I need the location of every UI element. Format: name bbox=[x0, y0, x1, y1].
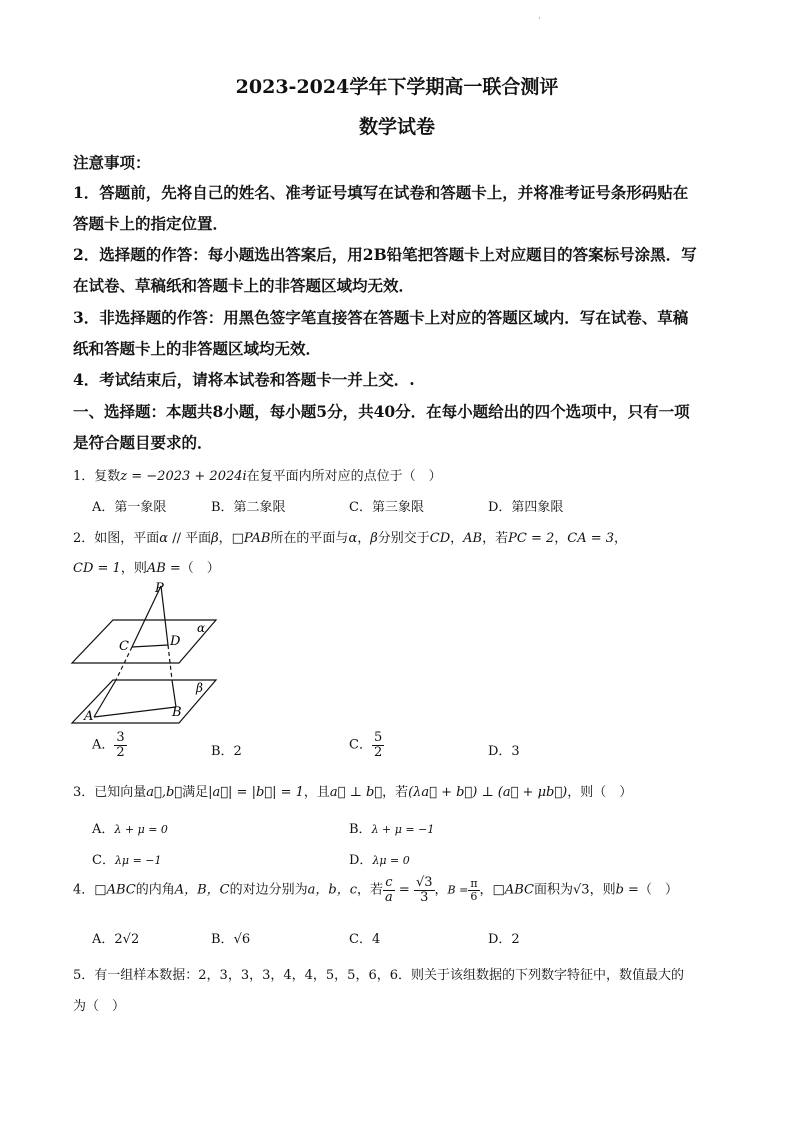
label-d: D bbox=[170, 634, 181, 649]
notice-item-1-line-1: 1．答题前，先将自己的姓名、准考证号填写在试卷和答题卡上，并将准考证号条形码贴在 bbox=[73, 183, 689, 202]
q1-option-b: B．第二象限 bbox=[211, 500, 286, 515]
q2-text-d: 所在的平面与 bbox=[270, 531, 349, 546]
q2-parallel: // bbox=[168, 531, 186, 546]
q4-option-b-text: √6 bbox=[233, 932, 251, 947]
q4-text-5: ，□ bbox=[479, 882, 505, 898]
q1-prefix: 1．复数 bbox=[73, 469, 121, 484]
q3-option-d-label: D． bbox=[349, 853, 373, 868]
label-alpha: α bbox=[197, 621, 206, 635]
q4-ratio-num: c bbox=[383, 876, 395, 891]
notice-item-1-line-2: 答题卡上的指定位置． bbox=[73, 214, 229, 233]
q4-text-7: ，则 bbox=[589, 882, 616, 898]
q2-option-c-den: 2 bbox=[373, 744, 383, 760]
question-5-line-2: 为（ ） bbox=[73, 999, 126, 1014]
q4-sides: a，b，c bbox=[307, 882, 357, 898]
q2-pab: PAB bbox=[243, 531, 271, 546]
label-beta: β bbox=[196, 681, 203, 695]
q4-text-3: ，若 bbox=[356, 882, 383, 898]
q2-beta-2: β bbox=[370, 531, 378, 546]
q2-text-b: 平面 bbox=[185, 531, 212, 546]
q2-option-c-label: C． bbox=[349, 737, 372, 753]
q3-suffix: ，则（ ） bbox=[567, 785, 633, 800]
question-2-line-1 bbox=[73, 527, 627, 546]
q3-text-1: 满足 bbox=[182, 785, 209, 800]
segment-cd bbox=[132, 645, 168, 647]
q4-option-b-label: B． bbox=[211, 932, 234, 947]
q1-suffix: 在复平面内所对应的点位于（ ） bbox=[246, 469, 442, 484]
q3-option-b-label: B． bbox=[349, 822, 372, 837]
q2-option-b: B．2 bbox=[211, 744, 242, 759]
q3-text-3: ，若 bbox=[382, 785, 409, 800]
q4-text-6: 面积为 bbox=[533, 882, 573, 898]
q3-text-2: ，且 bbox=[303, 785, 330, 800]
question-5-line-1: 5．有一组样本数据：2，3，3，3，4，4，5，5，6，6．则关于该组数据的下列数字特征中，数值最大的 bbox=[73, 968, 684, 983]
exam-subtitle: 数学试卷 bbox=[358, 116, 435, 138]
q2-ca: CA = 3 bbox=[567, 531, 615, 546]
q2-ab-ask: AB = bbox=[146, 561, 181, 576]
q2-alpha-2: α bbox=[348, 531, 358, 546]
q2-cd-value: CD = 1 bbox=[73, 561, 121, 576]
q2-beta: β bbox=[211, 531, 219, 546]
q2-text-c: ，□ bbox=[218, 531, 244, 546]
q3-option-d-text: λμ = 0 bbox=[372, 854, 410, 867]
q4-b-ask: b = bbox=[615, 882, 639, 898]
q2-text-f: 分别交于 bbox=[377, 531, 430, 546]
q3-option-b bbox=[349, 818, 434, 837]
q3-option-a-label: A． bbox=[92, 822, 115, 837]
notice-item-2-line-2: 在试卷、草稿纸和答题卡上的非答题区域均无效． bbox=[73, 276, 415, 295]
q3-norm: |a⃗| = |b⃗| = 1 bbox=[208, 785, 304, 800]
q2-option-d: D．3 bbox=[488, 744, 520, 759]
plane-alpha bbox=[72, 620, 216, 663]
q4-option-a bbox=[92, 928, 139, 947]
q4-rhs-num: √3 bbox=[415, 875, 433, 890]
q2-comma-3: ， bbox=[614, 531, 628, 546]
q4-text-1: 的内角 bbox=[135, 882, 175, 898]
q2-option-a-num: 3 bbox=[116, 730, 125, 745]
q4-option-d: D．2 bbox=[488, 932, 520, 947]
q4-equals: = bbox=[394, 882, 414, 898]
q3-option-a-text: λ + μ = 0 bbox=[114, 823, 168, 836]
label-b: B bbox=[172, 705, 182, 720]
q3-option-c-label: C． bbox=[92, 853, 115, 868]
q4-option-c: C．4 bbox=[349, 932, 381, 947]
segment-ca bbox=[94, 680, 116, 717]
q4-text-4: ， bbox=[434, 882, 448, 898]
q1-option-d: D．第四象限 bbox=[488, 500, 564, 515]
notice-item-2-line-1: 2．选择题的作答：每小题选出答案后，用2B铅笔把答题卡上对应题目的答案标号涂黑．写 bbox=[73, 245, 697, 264]
q4-option-a-text: 2√2 bbox=[114, 932, 140, 947]
q3-perp: a⃗ ⊥ b⃗ bbox=[329, 785, 383, 800]
question-3 bbox=[73, 781, 632, 800]
notice-item-3-line-1: 3．非选择题的作答：用黑色签字笔直接答在答题卡上对应的答题区域内．写在试卷、草稿 bbox=[73, 308, 689, 327]
q2-text-e: ， bbox=[357, 531, 371, 546]
notice-item-4: 4．考试结束后，请将本试卷和答题卡一并上交．. bbox=[73, 370, 415, 389]
q3-option-c bbox=[92, 849, 162, 868]
q2-text-g: ，若 bbox=[482, 531, 509, 546]
q4-option-b bbox=[211, 928, 250, 947]
q2-text-then: ，则 bbox=[120, 561, 147, 576]
q3-option-a bbox=[92, 818, 168, 837]
exam-title: 2023-2024学年下学期高一联合测评 bbox=[235, 76, 559, 98]
q3-prefix: 3．已知向量 bbox=[73, 785, 147, 800]
q1-option-c: C．第三象限 bbox=[349, 500, 424, 515]
q4-angle-b: B = bbox=[447, 883, 469, 897]
q2-option-a-den: 2 bbox=[116, 744, 125, 760]
section-1-heading-line-1: 一、选择题：本题共8小题，每小题5分，共40分．在每小题给出的四个选项中，只有一项 bbox=[73, 402, 690, 421]
q3-option-b-text: λ + μ = −1 bbox=[371, 823, 435, 836]
segment-db bbox=[172, 680, 176, 707]
q2-option-c bbox=[349, 731, 384, 759]
question-4 bbox=[73, 876, 678, 904]
q4-text-2: 的对边分别为 bbox=[229, 882, 308, 898]
notice-heading: 注意事项： bbox=[73, 153, 151, 172]
q3-option-c-text: λμ = −1 bbox=[114, 854, 162, 867]
q3-option-d bbox=[349, 849, 410, 868]
label-c: C bbox=[119, 639, 129, 654]
q2-pc: PC = 2 bbox=[508, 531, 555, 546]
q4-prefix: 4．□ bbox=[73, 882, 107, 898]
q4-abc-2: ABC bbox=[504, 882, 534, 898]
q2-option-c-num: 5 bbox=[373, 730, 383, 745]
q4-angles: A，B，C bbox=[174, 882, 230, 898]
q2-ab: AB bbox=[463, 531, 483, 546]
q2-plane-figure bbox=[66, 580, 236, 725]
q4-pi-num: π bbox=[470, 877, 478, 891]
q2-text-a: 2．如图，平面 bbox=[73, 531, 160, 546]
q4-abc: ABC bbox=[106, 882, 136, 898]
segment-ab bbox=[94, 707, 176, 717]
q4-rhs-den: 3 bbox=[420, 889, 429, 905]
section-1-heading-line-2: 是符合题目要求的． bbox=[73, 433, 213, 452]
label-a: A bbox=[84, 709, 94, 724]
top-mark: · bbox=[538, 14, 541, 24]
q2-comma: ， bbox=[450, 531, 464, 546]
q4-ratio-den: a bbox=[385, 889, 393, 905]
label-p: P bbox=[155, 581, 164, 596]
q4-option-a-label: A． bbox=[92, 932, 115, 947]
q4-pi-den: 6 bbox=[470, 889, 478, 903]
q3-condition: (λa⃗ + b⃗) ⊥ (a⃗ + μb⃗) bbox=[408, 785, 568, 800]
q2-paren: （ ） bbox=[180, 561, 220, 576]
q1-math: z = −2023 + 2024i bbox=[120, 469, 247, 484]
q2-alpha: α bbox=[159, 531, 169, 546]
question-2-line-2 bbox=[73, 557, 220, 576]
notice-item-3-line-2: 纸和答题卡上的非答题区域均无效． bbox=[73, 339, 322, 358]
q2-comma-2: ， bbox=[554, 531, 568, 546]
q3-vectors: a⃗,b⃗ bbox=[146, 785, 183, 800]
q4-suffix: （ ） bbox=[638, 882, 678, 898]
q2-option-a-label: A． bbox=[92, 737, 115, 753]
q2-cd: CD bbox=[429, 531, 451, 546]
q4-area: √3 bbox=[573, 882, 590, 898]
q1-option-a: A．第一象限 bbox=[92, 500, 167, 515]
question-1 bbox=[73, 465, 442, 484]
q2-option-a bbox=[92, 731, 127, 759]
